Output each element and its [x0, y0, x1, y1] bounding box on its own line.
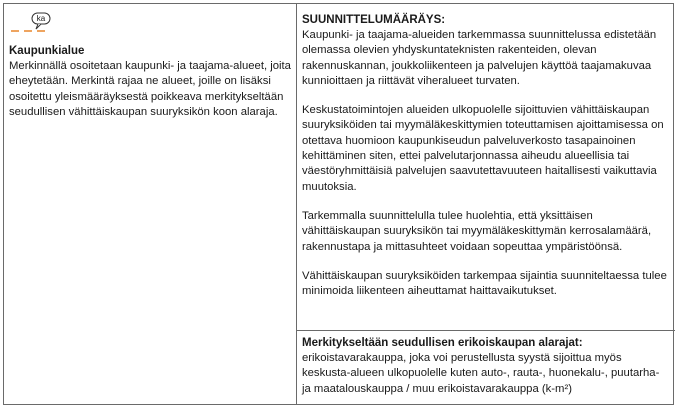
regulation-paragraph: Keskustatoimintojen alueiden ulkopuolelle sijoittuvien vähittäiskaupan suuryksiköiden tai myymäläkeskittymien toteuttamisen ajoittamisessa on otettava huomioon kaupunkiseudun palveluverkosto tasapainoinen kehittäminen siten, ettei palvelutarjonnassa aiheudu alueellisia tai väestöryhmittäisiä palvelujen saavutettavuuteen haitallisesti vaikuttavia muutoksia. — [302, 104, 664, 193]
area-description: Merkinnällä osoitetaan kaupunki- ja taajama-alueet, joita eheytetään. Merkintä rajaa ne alueet, joille on lisäksi osoitettu yleismääräyksestä poikkeava merkitykseltään seudullisen vähittäiskaupan suuryksikön koon alaraja. — [9, 60, 291, 118]
regulation-table — [3, 3, 674, 405]
threshold-text: erikoistavarakauppa, joka voi perustellusta syystä sijoittua myös keskusta-alueen ulkopuolelle kuten auto-, rauta-, huonekalu-, puutarha- ja maatalouskauppa / muu erikoistavarakauppa (k-m²) — [302, 352, 660, 395]
area-title: Kaupunkialue — [9, 45, 85, 57]
retail-threshold-cell — [302, 336, 668, 397]
legend-cell — [9, 10, 291, 120]
legend-badge-label: ka — [36, 14, 46, 23]
column-divider — [296, 4, 297, 404]
legend-symbol — [9, 10, 69, 36]
regulation-paragraph: Kaupunki- ja taajama-alueiden tarkemmassa suunnittelussa edistetään olemassa olevien yhdyskuntateknisten rakenteiden, olevan rakennuskannan, joukkoliikenteen ja palvelujen käyttöä taajamakuvaa kunnioittaen ja riittävät viheralueet turvaten. — [302, 29, 657, 87]
regulation-title: SUUNNITTELUMÄÄRÄYS: — [302, 14, 446, 26]
threshold-title: Merkitykseltään seudullisen erikoiskaupan alarajat: — [302, 337, 583, 349]
regulation-paragraph: Vähittäiskaupan suuryksiköiden tarkempaa sijaintia suunniteltaessa tulee minimoida liikenteen aiheuttamat haittavaikutukset. — [302, 269, 667, 298]
regulation-paragraph: Tarkemmalla suunnittelulla tulee huolehtia, että yksittäisen vähittäiskaupan suuryksikön tai myymäläkeskittymän kerrosalamäärä, rakennustapa ja mittasuhteet voidaan sopeuttaa ympäristöönsä. — [302, 209, 652, 253]
regulation-cell — [302, 10, 668, 313]
row-divider — [296, 330, 675, 331]
